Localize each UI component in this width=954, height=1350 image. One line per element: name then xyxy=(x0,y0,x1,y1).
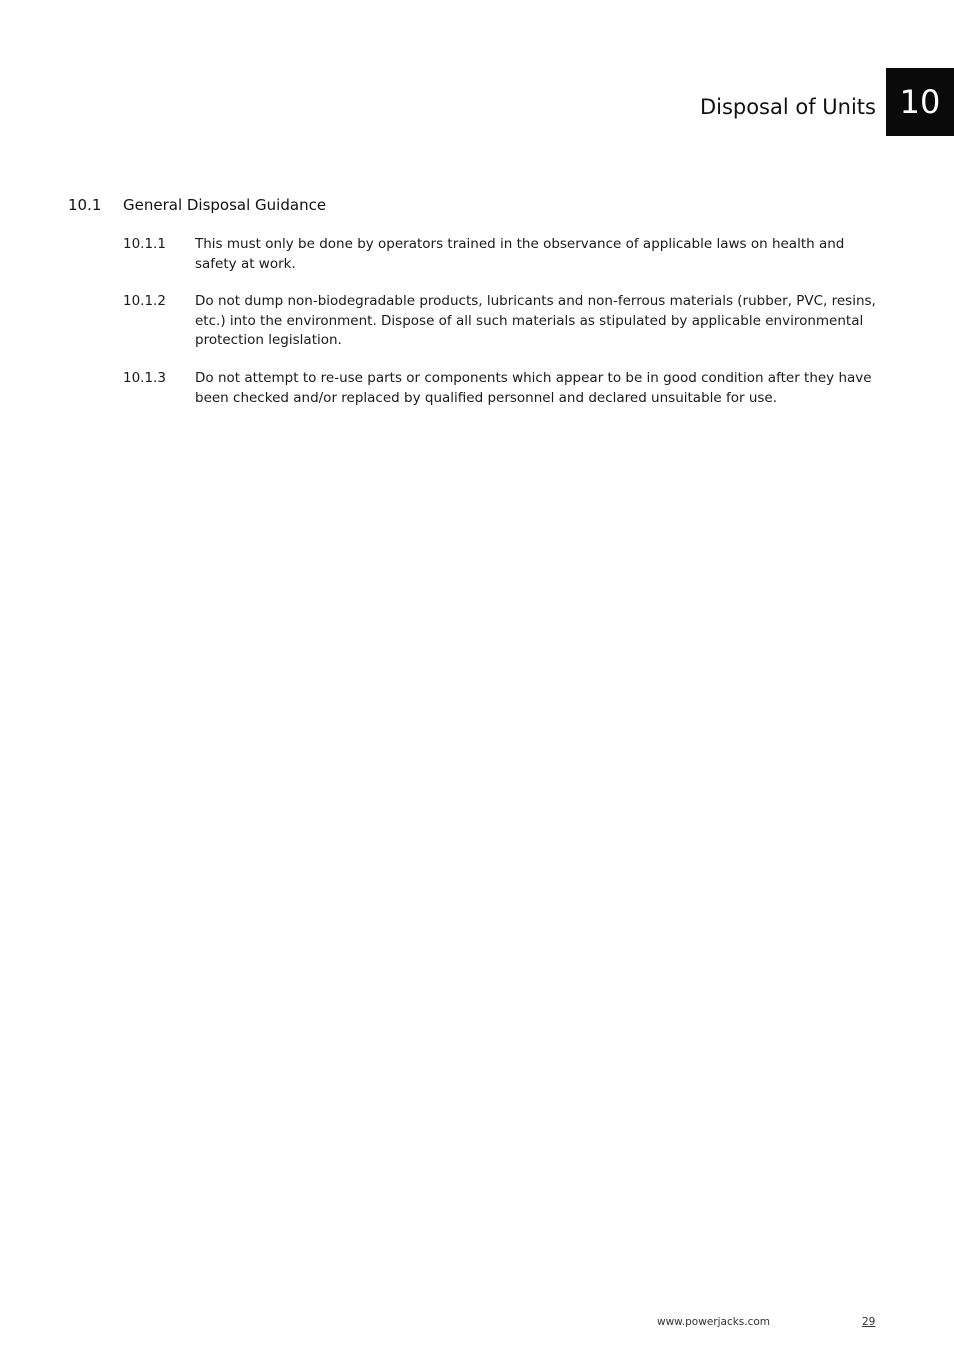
clause-number: 10.1.3 xyxy=(123,370,166,386)
section-title: General Disposal Guidance xyxy=(123,196,327,214)
chapter-title: Disposal of Units xyxy=(699,95,876,119)
section-heading xyxy=(68,195,326,215)
clause-text: Do not attempt to re-use parts or components which appear to be in good condition after they have been checked and/or replaced by qualified personnel and declared unsuitable for use. xyxy=(195,370,872,406)
clause-number: 10.1.1 xyxy=(123,236,166,252)
footer-page-number: 29 xyxy=(862,1316,876,1328)
footer-website: www.powerjacks.com xyxy=(657,1316,771,1328)
chapter-number-tab: 10 xyxy=(886,68,954,136)
clause-10-1-2 xyxy=(123,292,883,351)
clause-text: Do not dump non-biodegradable products, lubricants and non-ferrous materials (rubber, PVC, resins, etc.) into the environment. Dispose of all such materials as stipulated by applicable environmental protection legislation. xyxy=(195,293,876,348)
clause-10-1-1 xyxy=(123,235,883,274)
section-number: 10.1 xyxy=(68,196,102,214)
clause-text: This must only be done by operators trained in the observance of applicable laws on health and safety at work. xyxy=(195,236,845,272)
clause-10-1-3 xyxy=(123,369,883,408)
clause-number: 10.1.2 xyxy=(123,293,166,309)
